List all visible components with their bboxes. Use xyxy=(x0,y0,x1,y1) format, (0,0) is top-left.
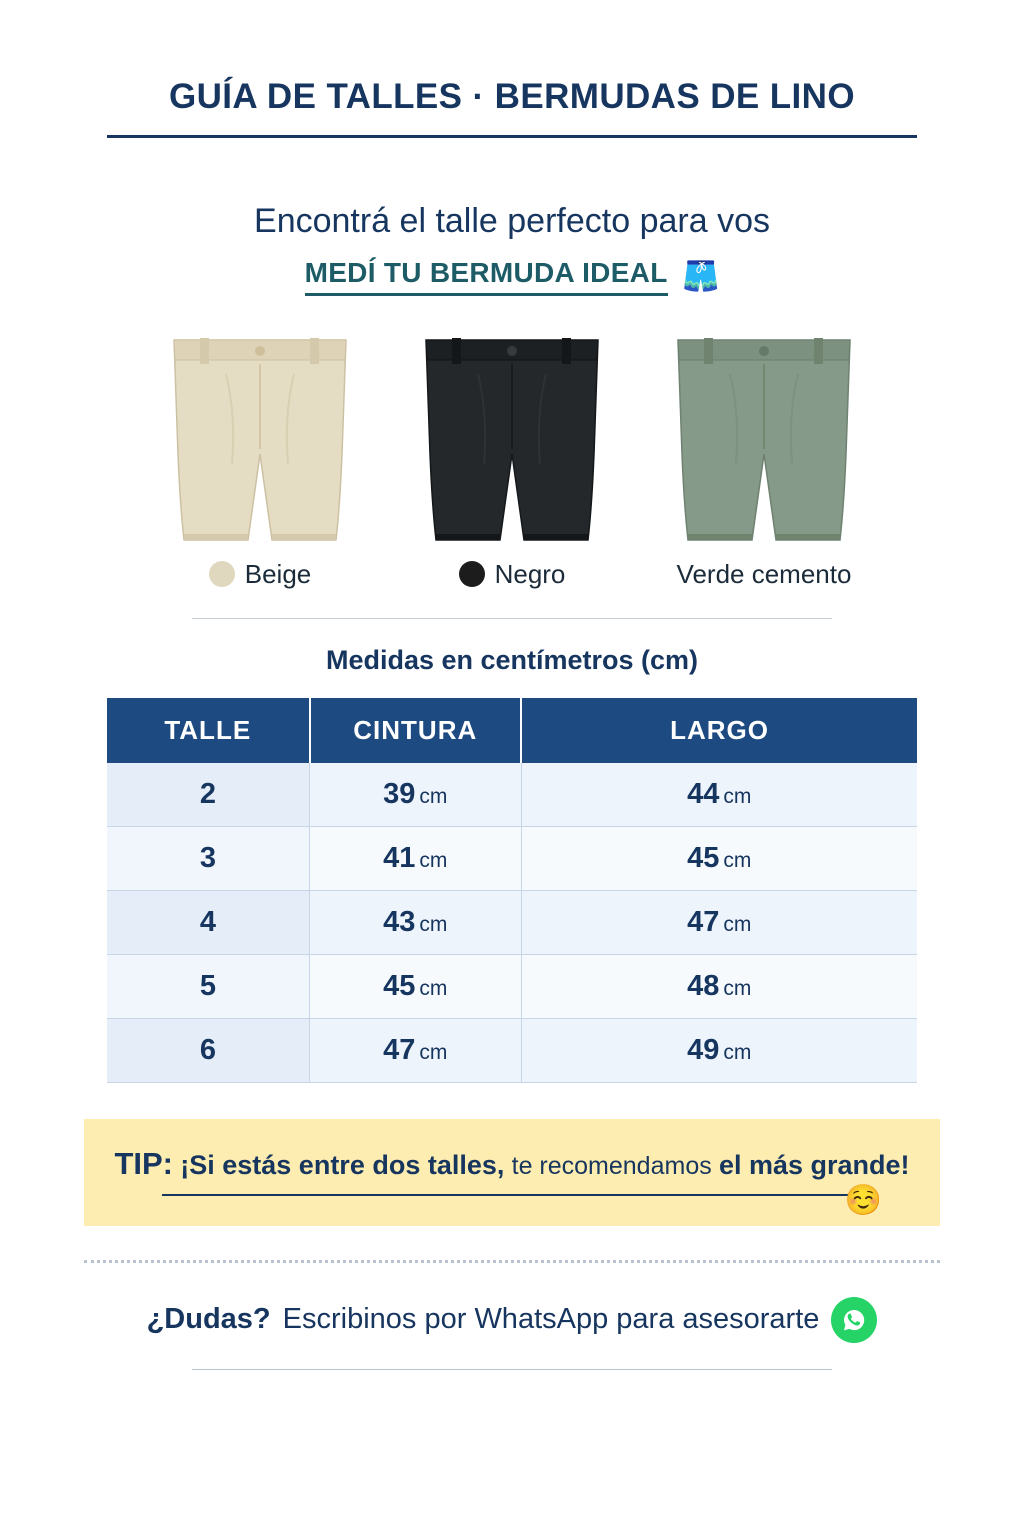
cintura-unit: cm xyxy=(419,976,448,1000)
cell-talle: 3 xyxy=(107,826,310,890)
cell-talle: 2 xyxy=(107,763,310,827)
legend-item-negro xyxy=(412,559,612,590)
product-image-verde-cemento xyxy=(664,334,864,549)
largo-unit: cm xyxy=(723,1040,752,1064)
product-images xyxy=(44,334,980,549)
legend-item-beige xyxy=(160,559,360,590)
cell-largo xyxy=(521,890,917,954)
cell-cintura xyxy=(310,826,522,890)
cta-wrapper xyxy=(44,257,980,296)
column-header-cintura: CINTURA xyxy=(310,698,522,763)
cintura-unit: cm xyxy=(419,912,448,936)
footer-text: Escribinos por WhatsApp para asesorarte xyxy=(282,1303,820,1336)
cintura-value: 47 xyxy=(383,1033,416,1066)
cintura-value: 43 xyxy=(383,905,416,938)
size-table xyxy=(107,698,917,1083)
table-row xyxy=(107,954,917,1018)
footer-dotted-divider xyxy=(84,1260,940,1263)
column-header-talle: TALLE xyxy=(107,698,310,763)
cell-talle: 4 xyxy=(107,890,310,954)
cell-cintura xyxy=(310,1018,522,1082)
shorts-icon: 🩳 xyxy=(682,259,720,293)
cell-cintura xyxy=(310,890,522,954)
cell-largo xyxy=(521,1018,917,1082)
size-table-header-row xyxy=(107,698,917,763)
legend-item-verde-cemento xyxy=(664,559,864,590)
tip-middle: te recomendamos xyxy=(511,1151,712,1180)
tip-label: TIP: xyxy=(114,1145,174,1181)
cell-cintura xyxy=(310,954,522,1018)
cintura-value: 45 xyxy=(383,969,416,1002)
shorts-illustration-verde xyxy=(664,334,864,549)
table-row xyxy=(107,1018,917,1082)
cintura-unit: cm xyxy=(419,1040,448,1064)
size-table-body xyxy=(107,763,917,1083)
cta-label: MEDÍ TU BERMUDA IDEAL xyxy=(305,257,668,296)
cintura-unit: cm xyxy=(419,848,448,872)
cintura-value: 39 xyxy=(383,777,416,810)
cell-largo xyxy=(521,954,917,1018)
cell-cintura xyxy=(310,763,522,827)
legend-divider xyxy=(192,618,832,619)
color-swatch-beige xyxy=(209,561,235,587)
title-divider xyxy=(107,135,917,138)
largo-value: 48 xyxy=(687,969,720,1002)
footer-divider xyxy=(192,1369,832,1370)
size-table-head xyxy=(107,698,917,763)
tip-box xyxy=(84,1119,940,1226)
tip-strong: el más grande! xyxy=(718,1149,910,1180)
legend-label-beige: Beige xyxy=(244,558,312,589)
cintura-unit: cm xyxy=(419,784,448,808)
largo-value: 47 xyxy=(687,905,720,938)
table-row xyxy=(107,826,917,890)
cell-talle: 5 xyxy=(107,954,310,1018)
subtitle: Encontrá el talle perfecto para vos xyxy=(254,201,770,240)
shorts-illustration-beige xyxy=(160,334,360,549)
tip-divider xyxy=(162,1194,862,1196)
cell-largo xyxy=(521,826,917,890)
largo-value: 44 xyxy=(687,777,720,810)
product-image-negro xyxy=(412,334,612,549)
measurements-caption: Medidas en centímetros (cm) xyxy=(325,644,699,675)
table-row xyxy=(107,763,917,827)
tip-text xyxy=(108,1145,916,1182)
legend-label-verde: Verde cemento xyxy=(676,558,852,589)
legend-label-negro: Negro xyxy=(494,558,566,589)
column-header-largo: LARGO xyxy=(521,698,917,763)
cintura-value: 41 xyxy=(383,841,416,874)
largo-unit: cm xyxy=(723,912,752,936)
page-title: GUÍA DE TALLES · BERMUDAS DE LINO xyxy=(169,77,855,116)
largo-value: 49 xyxy=(687,1033,720,1066)
color-swatch-negro xyxy=(459,561,485,587)
color-legend xyxy=(44,559,980,590)
whatsapp-icon[interactable] xyxy=(831,1297,877,1343)
largo-unit: cm xyxy=(723,976,752,1000)
table-row xyxy=(107,890,917,954)
shorts-illustration-negro xyxy=(412,334,612,549)
cell-talle: 6 xyxy=(107,1018,310,1082)
tip-highlight: ¡Si estás entre dos talles, xyxy=(180,1149,505,1180)
largo-value: 45 xyxy=(687,841,720,874)
largo-unit: cm xyxy=(723,784,752,808)
footer-question: ¿Dudas? xyxy=(146,1303,271,1336)
cell-largo xyxy=(521,763,917,827)
product-image-beige xyxy=(160,334,360,549)
smiley-icon: ☺️ xyxy=(844,1183,882,1217)
footer-contact[interactable] xyxy=(44,1297,980,1343)
largo-unit: cm xyxy=(723,848,752,872)
